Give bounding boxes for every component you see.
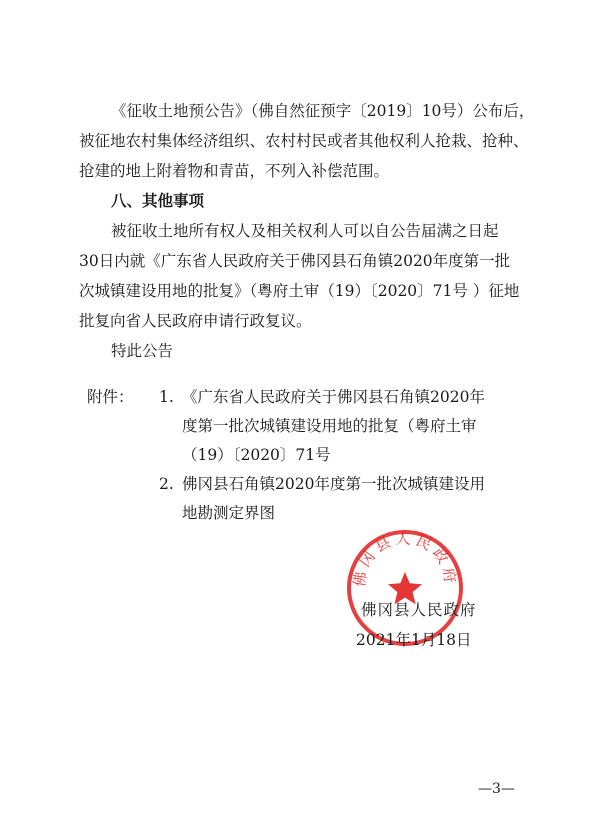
body-line-2: 被征地农村集体经济组织、农村村民或者其他权利人抢栽、抢种、: [79, 132, 529, 150]
attachment-2-number: 2.: [159, 475, 174, 493]
body-line-8: 批复向省人民政府申请行政复议。: [79, 312, 312, 330]
attachments-label: 附件：: [87, 388, 134, 406]
page-number: —3—: [478, 781, 515, 797]
attachment-2-line-2: 地勘测定界图: [182, 504, 276, 522]
body-line-7: 次城镇建设用地的批复》（粤府土审（19）〔2020〕71号 ）征地: [79, 282, 520, 300]
body-line-6: 30日内就《广东省人民政府关于佛冈县石角镇2020年度第一批: [79, 252, 511, 270]
closing-phrase: 特此公告: [111, 342, 174, 360]
attachment-1-number: 1.: [159, 388, 174, 406]
seal-text: 佛冈县人民政府: [350, 529, 460, 588]
attachment-1-line-1: 《广东省人民政府关于佛冈县石角镇2020年: [182, 388, 485, 406]
body-line-5: 被征收土地所有权人及相关权利人可以自公告届满之日起: [111, 222, 499, 240]
issuer-name: 佛冈县人民政府: [361, 601, 477, 619]
section-heading: 八、其他事项: [111, 191, 205, 210]
body-line-1: 《征收土地预公告》（佛自然征预字〔2019〕10号）公布后，: [111, 102, 535, 120]
body-line-3: 抢建的地上附着物和青苗，不列入补偿范围。: [79, 162, 390, 180]
attachment-1-line-3: （19）〔2020〕71号: [182, 446, 331, 464]
attachment-2-line-1: 佛冈县石角镇2020年度第一批次城镇建设用: [182, 475, 485, 493]
attachment-1-line-2: 度第一批次城镇建设用地的批复（粤府土审: [182, 417, 477, 435]
issue-date: 2021年1月18日: [356, 631, 472, 649]
